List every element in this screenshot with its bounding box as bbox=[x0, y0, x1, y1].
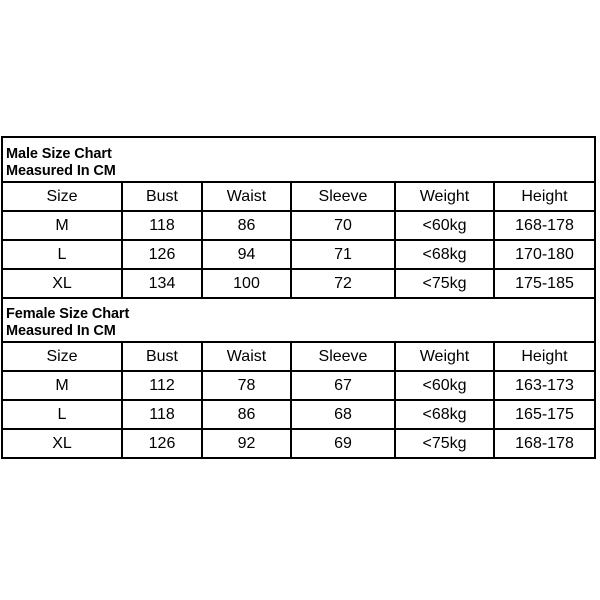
cell-height: 175-185 bbox=[494, 269, 594, 298]
header-weight: Weight bbox=[395, 183, 494, 211]
cell-waist: 78 bbox=[202, 371, 291, 400]
cell-height: 168-178 bbox=[515, 435, 574, 452]
male-title-line2: Measured In CM bbox=[6, 163, 116, 179]
cell-weight: <60kg bbox=[395, 211, 494, 240]
cell-sleeve: 68 bbox=[291, 400, 395, 429]
cell-sleeve: 69 bbox=[291, 429, 395, 457]
cell-height: 170-180 bbox=[494, 240, 594, 269]
cell-height: 165-175 bbox=[494, 400, 594, 429]
cell-weight: <68kg bbox=[395, 400, 494, 429]
cell-size: XL bbox=[3, 429, 122, 457]
cell-sleeve: 67 bbox=[291, 371, 395, 400]
table-row bbox=[3, 211, 594, 240]
male-size-table bbox=[3, 183, 594, 299]
cell-waist: 100 bbox=[202, 269, 291, 298]
header-height: Height bbox=[494, 183, 594, 211]
cell-sleeve: 71 bbox=[291, 240, 395, 269]
header-sleeve: Sleeve bbox=[291, 343, 395, 371]
female-header-row bbox=[3, 343, 594, 371]
header-size: Size bbox=[3, 183, 122, 211]
header-sleeve: Sleeve bbox=[291, 183, 395, 211]
female-title-line2: Measured In CM bbox=[6, 323, 116, 339]
cell-sleeve: 70 bbox=[291, 211, 395, 240]
table-row bbox=[3, 429, 594, 457]
cell-weight: <75kg bbox=[395, 429, 494, 457]
cell-weight: <75kg bbox=[395, 269, 494, 298]
cell-bust: 118 bbox=[122, 400, 202, 429]
cell-weight: <68kg bbox=[395, 240, 494, 269]
table-row bbox=[3, 240, 594, 269]
header-size: Size bbox=[3, 343, 122, 371]
table-row bbox=[3, 400, 594, 429]
cell-bust: 118 bbox=[122, 211, 202, 240]
cell-weight: <60kg bbox=[395, 371, 494, 400]
cell-size: M bbox=[3, 211, 122, 240]
cell-sleeve: 72 bbox=[291, 269, 395, 298]
header-waist: Waist bbox=[202, 343, 291, 371]
cell-bust: 126 bbox=[122, 429, 202, 457]
cell-height: 168-178 bbox=[494, 211, 594, 240]
female-title-line1: Female Size Chart bbox=[6, 306, 130, 322]
cell-bust: 126 bbox=[122, 240, 202, 269]
cell-waist: 92 bbox=[202, 429, 291, 457]
cell-size: M bbox=[3, 371, 122, 400]
header-bust: Bust bbox=[122, 343, 202, 371]
header-height: Height bbox=[494, 343, 594, 371]
cell-size: L bbox=[3, 240, 122, 269]
header-weight: Weight bbox=[395, 343, 494, 371]
table-row bbox=[3, 269, 594, 298]
table-row bbox=[3, 371, 594, 400]
header-waist: Waist bbox=[202, 183, 291, 211]
male-header-row bbox=[3, 183, 594, 211]
cell-bust: 134 bbox=[122, 269, 202, 298]
cell-height: 163-173 bbox=[494, 371, 594, 400]
female-size-table bbox=[3, 343, 594, 457]
male-chart-title bbox=[3, 138, 594, 183]
male-title-line1: Male Size Chart bbox=[6, 146, 112, 162]
header-bust: Bust bbox=[122, 183, 202, 211]
size-chart bbox=[1, 136, 596, 459]
cell-waist: 86 bbox=[202, 400, 291, 429]
cell-size: XL bbox=[3, 269, 122, 298]
cell-size: L bbox=[3, 400, 122, 429]
cell-waist: 94 bbox=[202, 240, 291, 269]
cell-bust: 112 bbox=[122, 371, 202, 400]
female-chart-title bbox=[3, 299, 594, 343]
cell-waist: 86 bbox=[202, 211, 291, 240]
